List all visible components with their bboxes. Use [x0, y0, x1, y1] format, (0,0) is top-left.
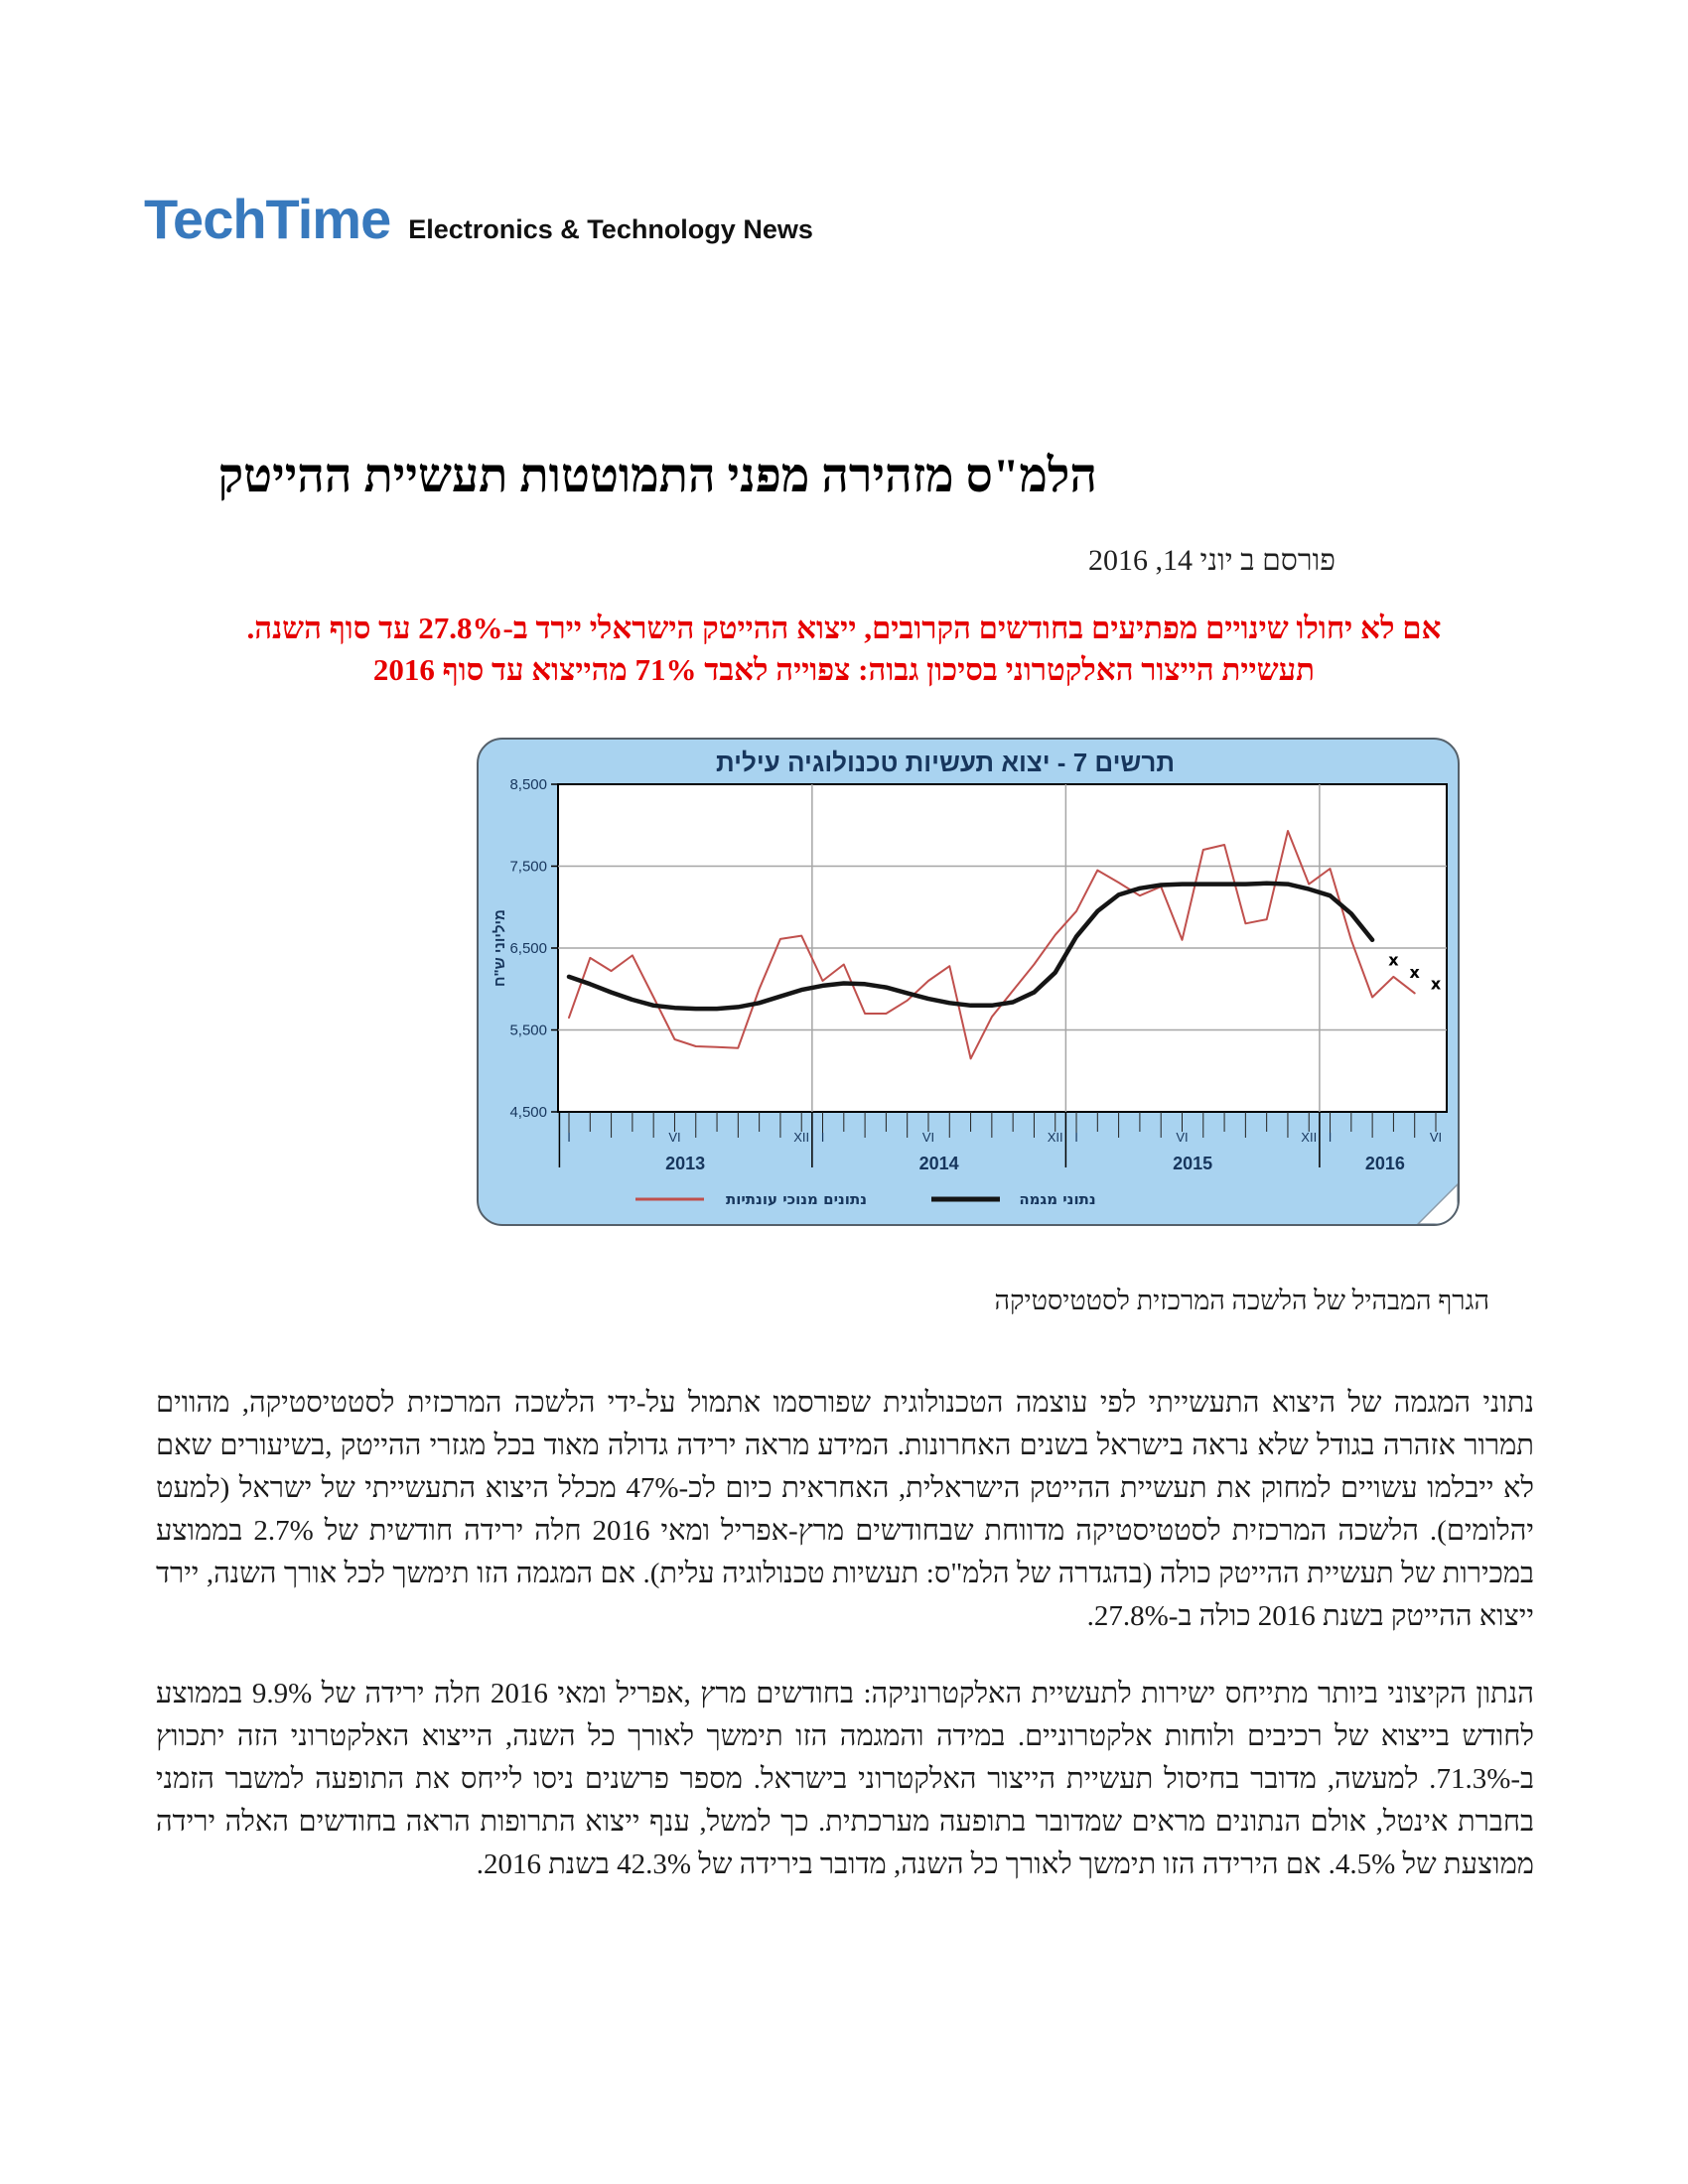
svg-text:VI: VI: [921, 1130, 935, 1145]
svg-text:VI: VI: [668, 1130, 681, 1145]
svg-text:XII: XII: [1301, 1130, 1318, 1145]
export-chart-card: [477, 738, 1460, 1226]
svg-text:נתונים מנוכי עונתיות: נתונים מנוכי עונתיות: [725, 1190, 868, 1208]
svg-text:מיליוני ש"ח: מיליוני ש"ח: [492, 909, 508, 987]
svg-text:5,500: 5,500: [509, 1022, 547, 1039]
svg-text:2016: 2016: [1364, 1154, 1405, 1173]
svg-text:2013: 2013: [665, 1154, 706, 1173]
svg-text:I: I: [820, 1130, 825, 1145]
svg-text:2015: 2015: [1173, 1154, 1213, 1173]
svg-text:XII: XII: [793, 1130, 810, 1145]
lead-paragraph: [119, 608, 1569, 691]
svg-text:I: I: [1074, 1130, 1078, 1145]
svg-text:I: I: [1328, 1130, 1333, 1145]
svg-text:x: x: [1409, 962, 1420, 982]
svg-text:x: x: [1388, 950, 1399, 970]
lead-line: תעשיית הייצור האלקטרוני בסיכון גבוה: צפוייה לאבד 71% מהייצוא עד סוף 2016: [372, 652, 1316, 688]
svg-text:7,500: 7,500: [509, 858, 547, 876]
lead-line: אם לא יחולו שינויים מפתיעים בחודשים הקרובים, ייצוא ההייטק הישראלי יירד ב-27.8% עד סוף השנה.: [246, 611, 1442, 645]
svg-text:x: x: [1430, 974, 1442, 994]
export-chart-canvas: [479, 740, 1458, 1224]
chart-legend: [635, 1190, 1096, 1208]
svg-text:VI: VI: [1429, 1130, 1443, 1145]
page-curl: [1418, 1184, 1458, 1224]
chart-caption: הגרף המבהיל של הלשכה המרכזית לסטטיסטיקה: [994, 1286, 1489, 1315]
svg-text:8,500: 8,500: [509, 776, 547, 793]
svg-text:6,500: 6,500: [509, 940, 547, 957]
svg-text:VI: VI: [1176, 1130, 1189, 1145]
body-paragraph: הנתון הקיצוני ביותר מתייחס ישירות לתעשיית האלקטרוניקה: בחודשים מרץ ,אפריל ומאי 2016 חלה ירידה של 9.9% בממוצע לחודש בייצוא של רכיבים ולוחות אלקטרוניים. במידה והמגמה הזו תימשך לאורך כל השנה, הייצוא האלקטרוני הזה יתכווץ ב-71.3%. למעשה, מדובר בחיסול תעשיית הייצור האלקטרוני בישראל. מספר פרשנים ניסו לייחס את התופעה למשבר הזמני בחברת אינטל, אולם הנתונים מראים שמדובר בתופעה מערכתית. כך למשל, ענף ייצוא התרופות הראה בחודשים האלה ירידה ממוצעת של 4.5%. אם הירידה הזו תימשך לאורך כל השנה, מדובר בירידה של 42.3% בשנת 2016.: [156, 1678, 1534, 1881]
article-title: הלמ"ס מזהירה מפני התמוטטות תעשיית ההייטק: [217, 450, 1097, 503]
svg-text:4,500: 4,500: [509, 1104, 547, 1121]
publish-date: פורסם ב יוני 14, 2016: [1087, 544, 1336, 577]
svg-text:2014: 2014: [918, 1154, 959, 1173]
svg-text:נתוני מגמה: נתוני מגמה: [1019, 1190, 1096, 1208]
svg-text:I: I: [567, 1130, 571, 1145]
brand-tagline: Electronics & Technology News: [408, 214, 813, 244]
svg-text:XII: XII: [1047, 1130, 1063, 1145]
svg-text:תרשים 7 - יצוא תעשיות טכנולוג: תרשים 7 - יצוא תעשיות טכנולוגיה עילית: [715, 748, 1176, 777]
masthead: [144, 187, 813, 251]
body-paragraph: נתוני המגמה של היצוא התעשייתי לפי עוצמה הטכנולוגית שפורסמו אתמול על-ידי הלשכה המרכזית לסטטיסטיקה, מהווים תמרור אזהרה בגודל שלא נראה בישראל בשנים האחרונות. המידע מראה ירידה גדולה מאוד בכל מגזרי ההייטק ,בשיעורים שאם לא ייבלמו עשויים למחוק את תעשיית ההייטק הישראלית, האחראית כיום לכ-47% מכלל היצוא התעשייתי של ישראל (למעט יהלומים). הלשכה המרכזית לסטטיסטיקה מדווחת שבחודשים מרץ-אפריל ומאי 2016 חלה ירידה חודשית של 2.7% בממוצע במכירות של תעשיית ההייטק כולה (בהגדרה של הלמ"ס: תעשיות טכנולוגיה עלית). אם המגמה הזו תימשך לכל אורך השנה, יירד ייצוא ההייטק בשנת 2016 כולה ב-27.8%.: [156, 1387, 1534, 1633]
brand-logo[interactable]: TechTime: [144, 188, 391, 250]
plot-area: [492, 776, 1447, 1173]
